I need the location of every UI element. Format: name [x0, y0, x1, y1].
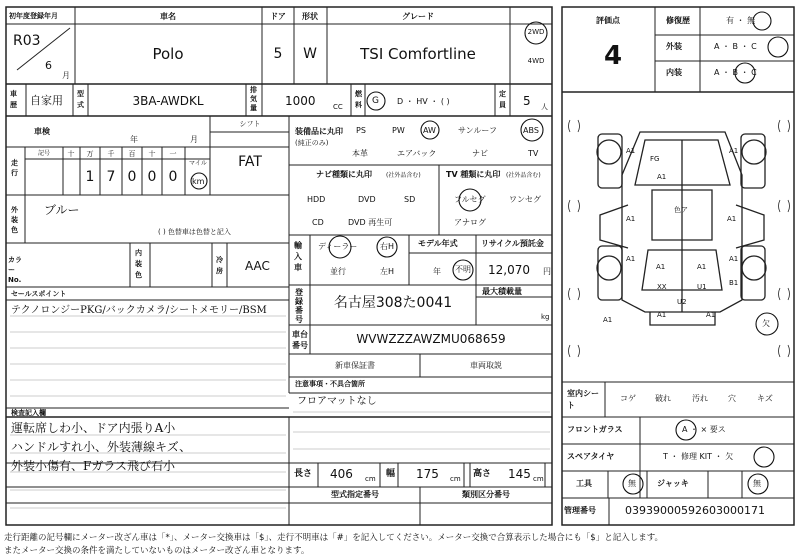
- width-unit: cm: [450, 475, 461, 483]
- equip-tv[interactable]: TV: [528, 149, 539, 158]
- equip-abs[interactable]: ABS: [523, 126, 539, 135]
- diagram-mark: FG: [650, 155, 660, 163]
- tools-value[interactable]: 無: [628, 479, 636, 488]
- reg-month: 6: [45, 59, 52, 72]
- ac-label: 冷房: [216, 256, 223, 275]
- seat-dirt[interactable]: 汚れ: [692, 394, 708, 403]
- recycle-value: 12,070: [488, 263, 530, 277]
- unit-1: 万: [86, 150, 94, 158]
- equip-navi[interactable]: ナビ: [472, 149, 488, 158]
- diagram-mark: A1: [697, 263, 707, 271]
- notes-value: フロアマットなし: [297, 396, 377, 407]
- reg-month-unit: 月: [62, 71, 70, 80]
- shape-label: 形状: [302, 12, 318, 21]
- seat-hole[interactable]: 穴: [728, 394, 736, 403]
- reg-year: R03: [13, 33, 41, 49]
- unit-4: 十: [148, 150, 156, 158]
- interior-color-label: 内装色: [135, 249, 142, 279]
- diagram-mark: U1: [697, 283, 707, 291]
- color-value: ブルー: [44, 203, 80, 217]
- navi-dvd-play[interactable]: DVD 再生可: [348, 218, 393, 227]
- repair-value[interactable]: 有 ・ 無: [726, 16, 756, 25]
- tv-label: TV 種類に丸印: [446, 170, 501, 179]
- equip-aw[interactable]: AW: [423, 126, 436, 135]
- diagram-mark: A1: [727, 215, 737, 223]
- mileage-digit-1: 7: [106, 169, 116, 185]
- notes-label: 注意事項・不具合箇所: [295, 380, 365, 388]
- shaken-label: 車検: [34, 127, 50, 136]
- model-year-unknown[interactable]: 不明: [455, 265, 471, 274]
- exterior-label: 外装: [666, 42, 682, 51]
- tv-oneseg[interactable]: ワンセグ: [509, 195, 541, 204]
- model-year-unit: 年: [433, 267, 441, 276]
- glass-label: フロントガラス: [567, 425, 623, 434]
- equip-sunroof[interactable]: サンルーフ: [458, 126, 497, 135]
- diagram-mark: A1: [657, 311, 667, 319]
- height-unit: cm: [533, 475, 544, 483]
- rating-score: 4: [603, 41, 623, 71]
- displacement-label: 排気量: [250, 86, 257, 112]
- seat-scratch[interactable]: キズ: [757, 394, 773, 403]
- inspector-line-2: ハンドルすれ小、外装薄線キズ、: [11, 440, 192, 454]
- diagram-kake: 欠: [762, 319, 770, 328]
- diagram-mark: A1: [626, 255, 636, 263]
- color-label: 外装色: [11, 206, 18, 234]
- km-unit[interactable]: km: [192, 177, 205, 186]
- navi-label: ナビ種類に丸印: [316, 170, 372, 179]
- recycle-label: リサイクル預託金: [481, 239, 544, 248]
- sales-point-label: セールスポイント: [11, 290, 67, 298]
- navi-hdd[interactable]: HDD: [307, 195, 326, 204]
- jack-value[interactable]: 無: [753, 479, 761, 488]
- interior-value[interactable]: A ・ B ・ C: [714, 68, 757, 77]
- model-year-label: モデル年式: [418, 239, 458, 248]
- capacity: 5: [523, 94, 531, 108]
- registration-label: 登録番号: [295, 288, 303, 324]
- ac-value: AAC: [245, 259, 270, 273]
- equipment-label: 装備品に丸印: [295, 127, 343, 136]
- car-name-label: 車名: [160, 12, 176, 21]
- reg-year-label: 初年度登録年月: [9, 12, 58, 20]
- fuel-others: D ・ HV ・ ( ): [397, 97, 450, 106]
- mileage-label: 走行: [11, 159, 18, 177]
- diagram-mark: 色ア: [674, 206, 688, 214]
- unit-2: 千: [107, 150, 115, 158]
- navi-sub: (社外品含む): [386, 172, 421, 179]
- sales-point-text: テクノロンジーPKG/バックカメラ/シートメモリー/BSM: [11, 305, 267, 316]
- fuel-gasoline[interactable]: G: [372, 96, 379, 106]
- repair-label: 修復歴: [666, 16, 690, 25]
- drive-4wd: 4WD: [527, 57, 545, 65]
- capacity-label: 定員: [499, 90, 506, 109]
- color-note: ( ) 色替車は色替と記入: [158, 228, 231, 236]
- management-label: 管理番号: [564, 506, 596, 515]
- seat-label: 室内シート: [567, 389, 599, 410]
- import-parallel[interactable]: 並行: [330, 267, 346, 276]
- diagram-mark: B1: [729, 279, 739, 287]
- kg-unit: kg: [541, 313, 550, 321]
- mileage-digit-2: 0: [127, 169, 137, 185]
- usage-label: 車歴: [10, 90, 17, 109]
- type-designation-label: 型式指定番号: [331, 490, 379, 499]
- displacement: 1000: [285, 94, 316, 108]
- vehicle-manual: 車両取説: [470, 361, 502, 370]
- new-car-warranty: 新車保証書: [335, 361, 375, 370]
- tv-fullseg[interactable]: フルセグ: [454, 195, 486, 204]
- usage: 自家用: [30, 94, 63, 107]
- navi-sd[interactable]: SD: [404, 195, 416, 204]
- cc-unit: CC: [333, 103, 343, 111]
- import-label: 輸入車: [294, 241, 302, 272]
- color-no-label: カラーNo.: [8, 256, 22, 284]
- navi-cd[interactable]: CD: [312, 218, 324, 227]
- shape: W: [303, 46, 317, 62]
- equip-pw[interactable]: PW: [392, 126, 405, 135]
- footnote-2: またメーター交換の条件を満たしていないものはメーター改ざん車となります。: [4, 546, 310, 556]
- mile-unit: マイル: [189, 160, 207, 167]
- shift: FAT: [238, 154, 262, 170]
- diagram-mark: A1: [603, 316, 613, 324]
- jack-label: ジャッキ: [657, 479, 689, 488]
- glass-options[interactable]: A ・ × 要ス: [682, 425, 726, 434]
- grade: TSI Comfortline: [360, 45, 476, 63]
- shaken-month-unit: 月: [190, 135, 198, 144]
- chassis-label: 車台番号: [292, 330, 308, 350]
- handle-left[interactable]: 左H: [380, 267, 395, 276]
- spare-label: スペアタイヤ: [567, 452, 615, 461]
- model-label: 型式: [77, 90, 84, 109]
- equip-leather[interactable]: 本革: [352, 149, 368, 158]
- inspector-label: 検査記入欄: [11, 409, 46, 417]
- exterior-value[interactable]: A ・ B ・ C: [714, 42, 757, 51]
- management-number: 03939000592603000171: [625, 504, 765, 517]
- diagram-mark: A1: [729, 147, 739, 155]
- diagram-mark: XX: [657, 283, 667, 291]
- equipment-sub: (純正のみ): [295, 139, 329, 147]
- interior-label: 内装: [666, 68, 682, 77]
- diagram-mark: A1: [657, 173, 667, 181]
- persons-unit: 人: [541, 103, 548, 111]
- footnote-1: 走行距離の記号欄にメーター改ざん車は「*」、メーター交換車は「$」、走行不明車は「#」を記入してください。メーター交換で合算表示した場合にも「$」と記入します。: [4, 533, 664, 543]
- kigo-label: 記号: [37, 150, 51, 157]
- drive-2wd: 2WD: [527, 28, 545, 36]
- mileage-digit-0: 1: [85, 169, 95, 185]
- width-label: 幅: [386, 469, 396, 479]
- length-value: 406: [330, 467, 353, 481]
- doors: 5: [273, 46, 283, 62]
- spare-options[interactable]: T ・ 修理 KIT ・ 欠: [663, 452, 734, 461]
- registration-number: 名古屋308た0041: [333, 295, 453, 311]
- unit-5: 一: [169, 150, 177, 158]
- diagram-mark: A1: [626, 215, 636, 223]
- yen-unit: 円: [543, 267, 551, 276]
- import-dealer[interactable]: ディーラー: [318, 242, 358, 251]
- door-label: ドア: [270, 12, 286, 21]
- car-diagram: [597, 132, 766, 325]
- class-number-label: 類別区分番号: [462, 490, 510, 499]
- diagram-mark: A1: [729, 255, 739, 263]
- length-label: 長さ: [294, 469, 313, 479]
- unit-0: 十: [67, 150, 75, 158]
- seat-kogе[interactable]: コゲ: [620, 394, 636, 403]
- max-load-label: 最大積載量: [482, 287, 522, 296]
- seat-tear[interactable]: 破れ: [655, 394, 671, 403]
- height-label: 高さ: [473, 469, 492, 479]
- shift-label: シフト: [239, 120, 261, 128]
- mileage-digit-4: 0: [168, 169, 178, 185]
- shaken-year-unit: 年: [130, 135, 138, 144]
- mileage-digit-3: 0: [147, 169, 157, 185]
- length-unit: cm: [365, 475, 376, 483]
- diagram-mark: A1: [626, 147, 636, 155]
- inspector-line-3: 外装小傷有、Fガラス飛び石小: [11, 459, 175, 473]
- equip-ps[interactable]: PS: [356, 126, 366, 135]
- rating-label: 評価点: [596, 16, 620, 25]
- fuel-label: 燃料: [355, 90, 362, 109]
- tools-label: 工具: [576, 479, 592, 488]
- height-value: 145: [508, 467, 531, 481]
- tv-analog[interactable]: アナログ: [454, 218, 486, 227]
- equip-airbag[interactable]: エアバック: [397, 149, 437, 158]
- inspector-line-1: 運転席しわ小、ドア内張りA小: [11, 421, 176, 435]
- unit-3: 百: [128, 150, 136, 158]
- diagram-mark: U2: [677, 298, 687, 306]
- navi-dvd[interactable]: DVD: [358, 195, 376, 204]
- grade-label: グレード: [402, 12, 434, 21]
- chassis-number: WVWZZZAWZMU068659: [356, 332, 506, 346]
- handle-right[interactable]: 右H: [380, 242, 395, 251]
- width-value: 175: [416, 467, 439, 481]
- diagram-mark: A1: [706, 311, 716, 319]
- diagram-mark: A1: [656, 263, 666, 271]
- model: 3BA-AWDKL: [132, 94, 204, 108]
- tv-sub: (社外品含む): [506, 172, 541, 179]
- car-name: Polo: [152, 45, 184, 63]
